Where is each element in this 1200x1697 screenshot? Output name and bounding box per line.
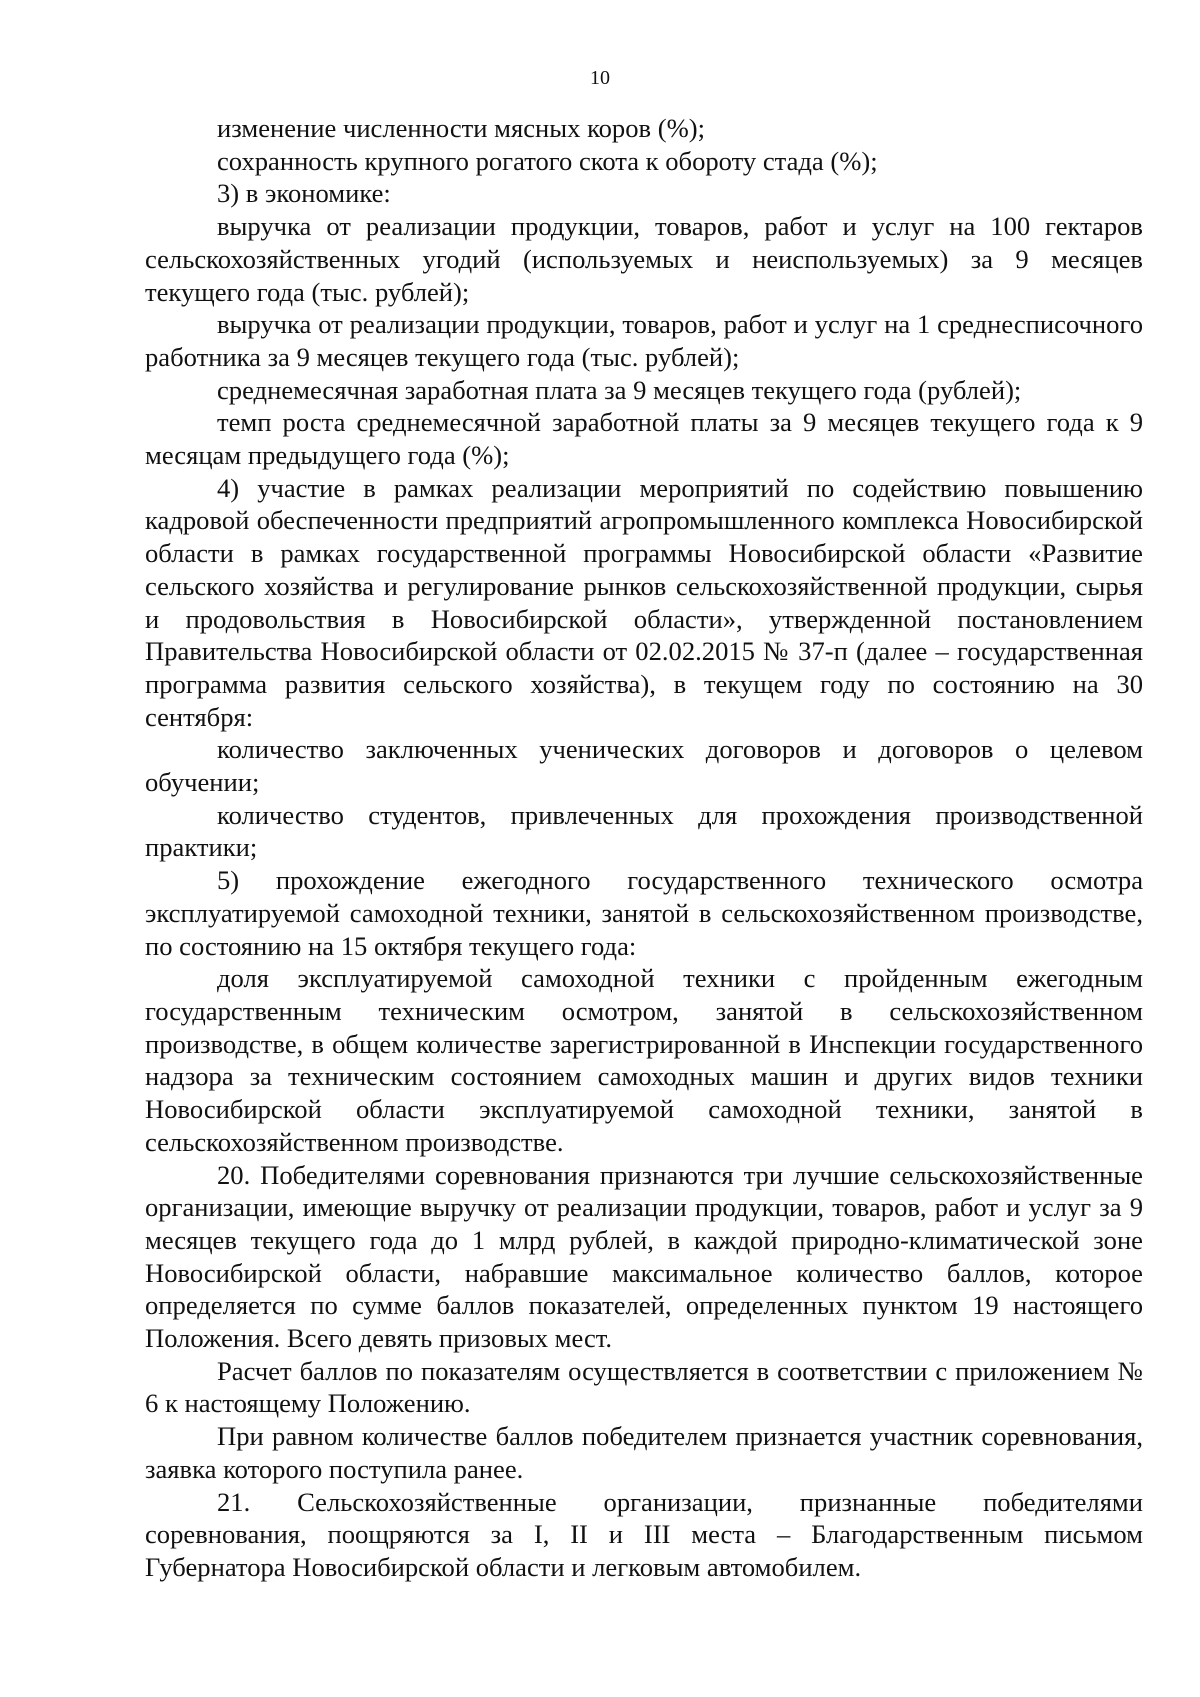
paragraph-economy-heading: 3) в экономике: [217,178,391,209]
paragraph-staffing-participation: 4) участие в рамках реализации мероприятий по содействию повышению кадровой обеспеченности предприятий агропромышленного комплекса Новосибирской области в рамках государственной программы Новосибирской области «Развитие сельского хозяйства и регулирование рынков сельскохозяйственной продукции, сырья и продовольствия в Новосибирской области», утвержденной постановлением Правительства Новосибирской области от 02.02.2015 № 37-п (далее – государственная программа развития сельского хозяйства), в текущем году по состоянию на 30 сентября: [145,472,1143,732]
paragraph-equal-points: При равном количестве баллов победителем признается участник соревнования, заявка которого поступила ранее. [145,1421,1143,1484]
paragraph-inspected-machinery-share: доля эксплуатируемой самоходной техники с пройденным ежегодным государственным техническим осмотром, занятой в сельскохозяйственном производстве, в общем количестве зарегистрированной в Инспекции государственного надзора за техническим состоянием самоходных машин и других видов техники Новосибирской области эксплуатируемой самоходной техники, занятой в сельскохозяйственном производстве. [145,963,1143,1157]
document-body [145,112,1143,1584]
paragraph-clause-21-awards: 21. Сельскохозяйственные организации, признанные победителями соревнования, поощряются за I, II и III места – Благодарственным письмом Губернатора Новосибирской области и легковым автомобилем. [145,1486,1143,1582]
paragraph-meat-cows-change: изменение численности мясных коров (%); [217,113,705,143]
paragraph-student-practice: количество студентов, привлеченных для прохождения производственной практики; [145,799,1143,863]
paragraph-technical-inspection: 5) прохождение ежегодного государственного технического осмотра эксплуатируемой самоходной техники, занятой в сельскохозяйственном производстве, по состоянию на 15 октября текущего года: [145,865,1143,961]
paragraph-student-contracts: количество заключенных ученических договоров и договоров о целевом обучении; [145,734,1143,798]
paragraph-revenue-per-worker: выручка от реализации продукции, товаров, работ и услуг на 1 среднесписочного работника за 9 месяцев текущего года (тыс. рублей); [145,309,1143,372]
paragraph-cattle-preservation: сохранность крупного рогатого скота к обороту стада (%); [217,145,878,176]
page-number: 10 [590,67,610,89]
paragraph-salary-growth: темп роста среднемесячной заработной платы за 9 месяцев текущего года к 9 месяцам предыдущего года (%); [145,407,1143,471]
paragraph-revenue-per-hectares: выручка от реализации продукции, товаров, работ и услуг на 100 гектаров сельскохозяйственных угодий (используемых и неиспользуемых) за 9 месяцев текущего года (тыс. рублей); [145,211,1143,307]
paragraph-points-calculation: Расчет баллов по показателям осуществляется в соответствии с приложением № 6 к настоящему Положению. [145,1355,1143,1419]
paragraph-clause-20-winners: 20. Победителями соревнования признаются три лучшие сельскохозяйственные организации, имеющие выручку от реализации продукции, товаров, работ и услуг за 9 месяцев текущего года до 1 млрд рублей, в каждой природно-климатической зоне Новосибирской области, набравшие максимальное количество баллов, которое определяется по сумме баллов показателей, определенных пунктом 19 настоящего Положения. Всего девять призовых мест. [145,1159,1143,1354]
paragraph-average-salary: среднемесячная заработная плата за 9 месяцев текущего года (рублей); [217,374,1022,405]
